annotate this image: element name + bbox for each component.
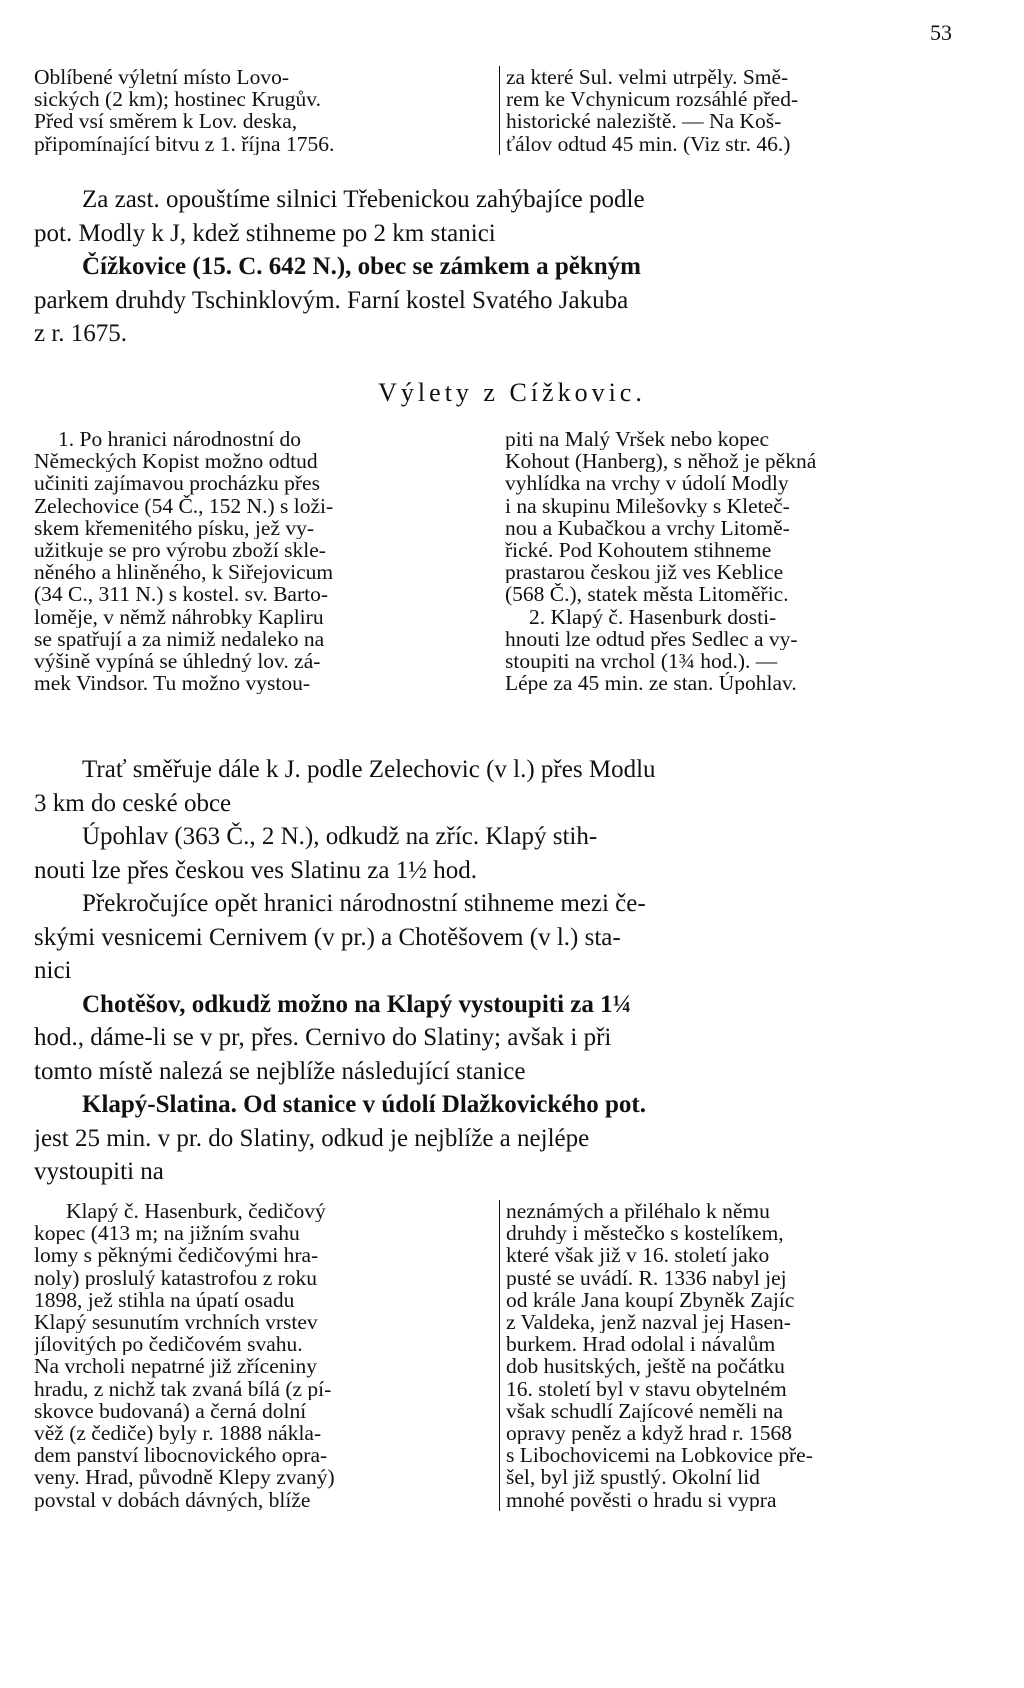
text-line: řické. Pod Kohoutem stihneme bbox=[505, 539, 772, 562]
text-line: 3 km do ceské obce bbox=[34, 789, 232, 817]
text-line: šel, byl již spustlý. Okolní lid bbox=[506, 1466, 760, 1489]
text-line: však schudlí Zajícové neměli na bbox=[506, 1399, 784, 1423]
text-line: učiniti zajímavou procházku přes bbox=[34, 472, 320, 495]
text-line: něného a hliněného, k Siřejovicum bbox=[34, 561, 334, 584]
text-line: jest 25 min. v pr. do Slatiny, odkud je nejblíže a nejlépe bbox=[34, 1124, 590, 1152]
text-line: Na vrcholi nepatrné již zříceniny bbox=[34, 1355, 317, 1378]
text-line: vyhlídka na vrchy v údolí Modly bbox=[505, 472, 789, 495]
text-line: které však již v 16. století jako bbox=[506, 1244, 770, 1267]
text-line: piti na Malý Vršek nebo kopec bbox=[505, 428, 770, 451]
text-line: Německých Kopist možno odtud bbox=[34, 450, 318, 473]
text-line: hnouti lze odtud přes Sedlec a vy- bbox=[505, 627, 798, 651]
text-line: Trať směřuje dále k J. podle Zelechovic (v l.) přes Modlu bbox=[82, 756, 656, 783]
text-line: Lépe za 45 min. ze stan. Úpohlav. bbox=[505, 672, 797, 695]
text-line: burkem. Hrad odolal i návalům bbox=[506, 1333, 776, 1356]
text-line: dem panství libocnovického opra- bbox=[34, 1444, 328, 1467]
section-title: Výlety z Cížkovic. bbox=[378, 378, 646, 407]
text-line: jílovitých po čedičovém svahu. bbox=[34, 1333, 303, 1356]
right-column bbox=[499, 66, 956, 155]
text-line: parkem druhdy Tschinklovým. Farní kostel Svatého Jakuba bbox=[34, 286, 629, 314]
text-line: z Valdeka, jenž nazval jej Hasen- bbox=[506, 1311, 791, 1334]
text-line: prastarou českou již ves Keblice bbox=[505, 561, 784, 584]
text-line: veny. Hrad, původně Klepy zvaný) bbox=[34, 1466, 335, 1489]
station-line: Úpohlav (363 Č., 2 N.), odkudž na zříc. Klapý stih- bbox=[82, 823, 598, 850]
station-line: Čížkovice (15. C. 642 N.), obec se zámkem a pěkným bbox=[82, 253, 641, 280]
route-paragraph bbox=[34, 753, 958, 1189]
text-line: hod., dáme-li se v pr, přes. Cernivo do Slatiny; avšak i při bbox=[34, 1024, 612, 1051]
text-line: za které Sul. velmi utrpěly. Smě- bbox=[506, 66, 789, 89]
text-line: loměje, v němž náhrobky Kapliru bbox=[34, 605, 324, 628]
excursions-two-column-block bbox=[34, 428, 958, 694]
text-line: lomy s pěknými čedičovými hra- bbox=[34, 1244, 319, 1267]
text-line: připomínající bitvu z 1. října 1756. bbox=[34, 132, 335, 155]
text-line: Kohout (Hanberg), s něhož je pěkná bbox=[505, 450, 817, 473]
left-column bbox=[34, 66, 499, 155]
page-number: 53 bbox=[930, 20, 952, 45]
text-line: Klapý č. Hasenburk, čedičový bbox=[66, 1200, 326, 1223]
text-line: užitkuje se pro výrobu zboží skle- bbox=[34, 539, 326, 562]
text-line: pusté se uvádí. R. 1336 nabyl jej bbox=[506, 1266, 787, 1289]
text-line: skem křemenitého písku, jež vy- bbox=[34, 516, 315, 540]
text-line: Před vsí směrem k Lov. deska, bbox=[34, 110, 298, 133]
text-line: nici bbox=[34, 957, 72, 984]
left-column bbox=[34, 428, 499, 694]
text-line: ťálov odtud 45 min. (Viz str. 46.) bbox=[506, 132, 791, 155]
text-line: povstal v dobách dávných, blíže bbox=[34, 1488, 311, 1511]
text-line: od krále Jana koupí Zbyněk Zajíc bbox=[506, 1288, 795, 1312]
text-line: sických (2 km); hostinec Krugův. bbox=[34, 88, 322, 111]
text-line: rem ke Vchynicum rozsáhlé před- bbox=[506, 88, 799, 111]
text-line: opravy peněz a když hrad r. 1568 bbox=[506, 1422, 792, 1445]
text-line: z r. 1675. bbox=[34, 320, 128, 347]
intro-two-column-block bbox=[34, 66, 958, 155]
text-line: neznámých a přiléhalo k němu bbox=[506, 1200, 770, 1223]
text-line: věž (z čediče) byly r. 1888 nákla- bbox=[34, 1422, 322, 1445]
text-line: druhdy i městečko s kostelíkem, bbox=[506, 1222, 784, 1245]
text-line: Překročujíce opět hranici národnostní stihneme mezi če- bbox=[82, 890, 646, 917]
text-line: stoupiti na vrchol (1¾ hod.). — bbox=[505, 650, 778, 673]
text-line: tomto místě nalezá se nejblíže následující stanice bbox=[34, 1057, 526, 1085]
hasenburk-two-column-block bbox=[34, 1200, 958, 1511]
text-line: Klapý sesunutím vrchních vrstev bbox=[34, 1311, 318, 1334]
text-line: 1. Po hranici národnostní do bbox=[58, 428, 302, 451]
text-line: vystoupiti na bbox=[34, 1158, 164, 1185]
text-line: s Libochovicemi na Lobkovice pře- bbox=[506, 1444, 813, 1467]
text-line: hradu, z nichž tak zvaná bílá (z pí- bbox=[34, 1377, 332, 1400]
cizkovice-paragraph bbox=[34, 183, 958, 351]
station-line: Chotěšov, odkudž možno na Klapý vystoupiti za 1¼ bbox=[82, 990, 632, 1018]
text-line: (34 C., 311 N.) s kostel. sv. Barto- bbox=[34, 583, 329, 606]
left-column bbox=[34, 1200, 499, 1511]
station-line: Klapý-Slatina. Od stanice v údolí Dlažkovického pot. bbox=[82, 1091, 646, 1118]
text-line: mnohé pověsti o hradu si vypra bbox=[506, 1488, 777, 1511]
text-line: Oblíbené výletní místo Lovo- bbox=[34, 66, 289, 89]
text-line: nouti lze přes českou ves Slatinu za 1½ hod. bbox=[34, 856, 477, 884]
text-line: (568 Č.), statek města Litoměřic. bbox=[505, 583, 789, 606]
text-line: 16. století byl v stavu obytelném bbox=[506, 1377, 787, 1400]
text-line: pot. Modly k J, kdež stihneme po 2 km stanici bbox=[34, 219, 496, 247]
text-line: historické naleziště. — Na Koš- bbox=[506, 110, 782, 133]
text-line: nou a Kubačkou a vrchy Litomě- bbox=[505, 516, 790, 540]
text-line: dob husitských, ještě na počátku bbox=[506, 1355, 785, 1378]
text-line: 1898, jež stihla na úpatí osadu bbox=[34, 1288, 295, 1312]
right-column bbox=[499, 1200, 956, 1511]
text-line: skými vesnicemi Cernivem (v pr.) a Chotěšovem (v l.) sta- bbox=[34, 923, 621, 951]
text-line: Zelechovice (54 Č., 152 N.) s loži- bbox=[34, 494, 334, 517]
text-line: Za zast. opouštíme silnici Třebenickou zahýbajíce podle bbox=[82, 186, 645, 213]
text-line: se spatřují a za nimiž nedaleko na bbox=[34, 627, 325, 651]
text-line: 2. Klapý č. Hasenburk dosti- bbox=[529, 605, 777, 628]
text-line: mek Vindsor. Tu možno vystou- bbox=[34, 672, 311, 695]
text-line: kopec (413 m; na jižním svahu bbox=[34, 1222, 300, 1245]
text-line: noly) proslulý katastrofou z roku bbox=[34, 1266, 318, 1289]
text-line: i na skupinu Milešovky s Kleteč- bbox=[505, 494, 790, 517]
text-line: skovce budovaná) a černá dolní bbox=[34, 1399, 307, 1423]
right-column bbox=[499, 428, 955, 694]
text-line: výšině vypíná se úhledný lov. zá- bbox=[34, 650, 321, 673]
